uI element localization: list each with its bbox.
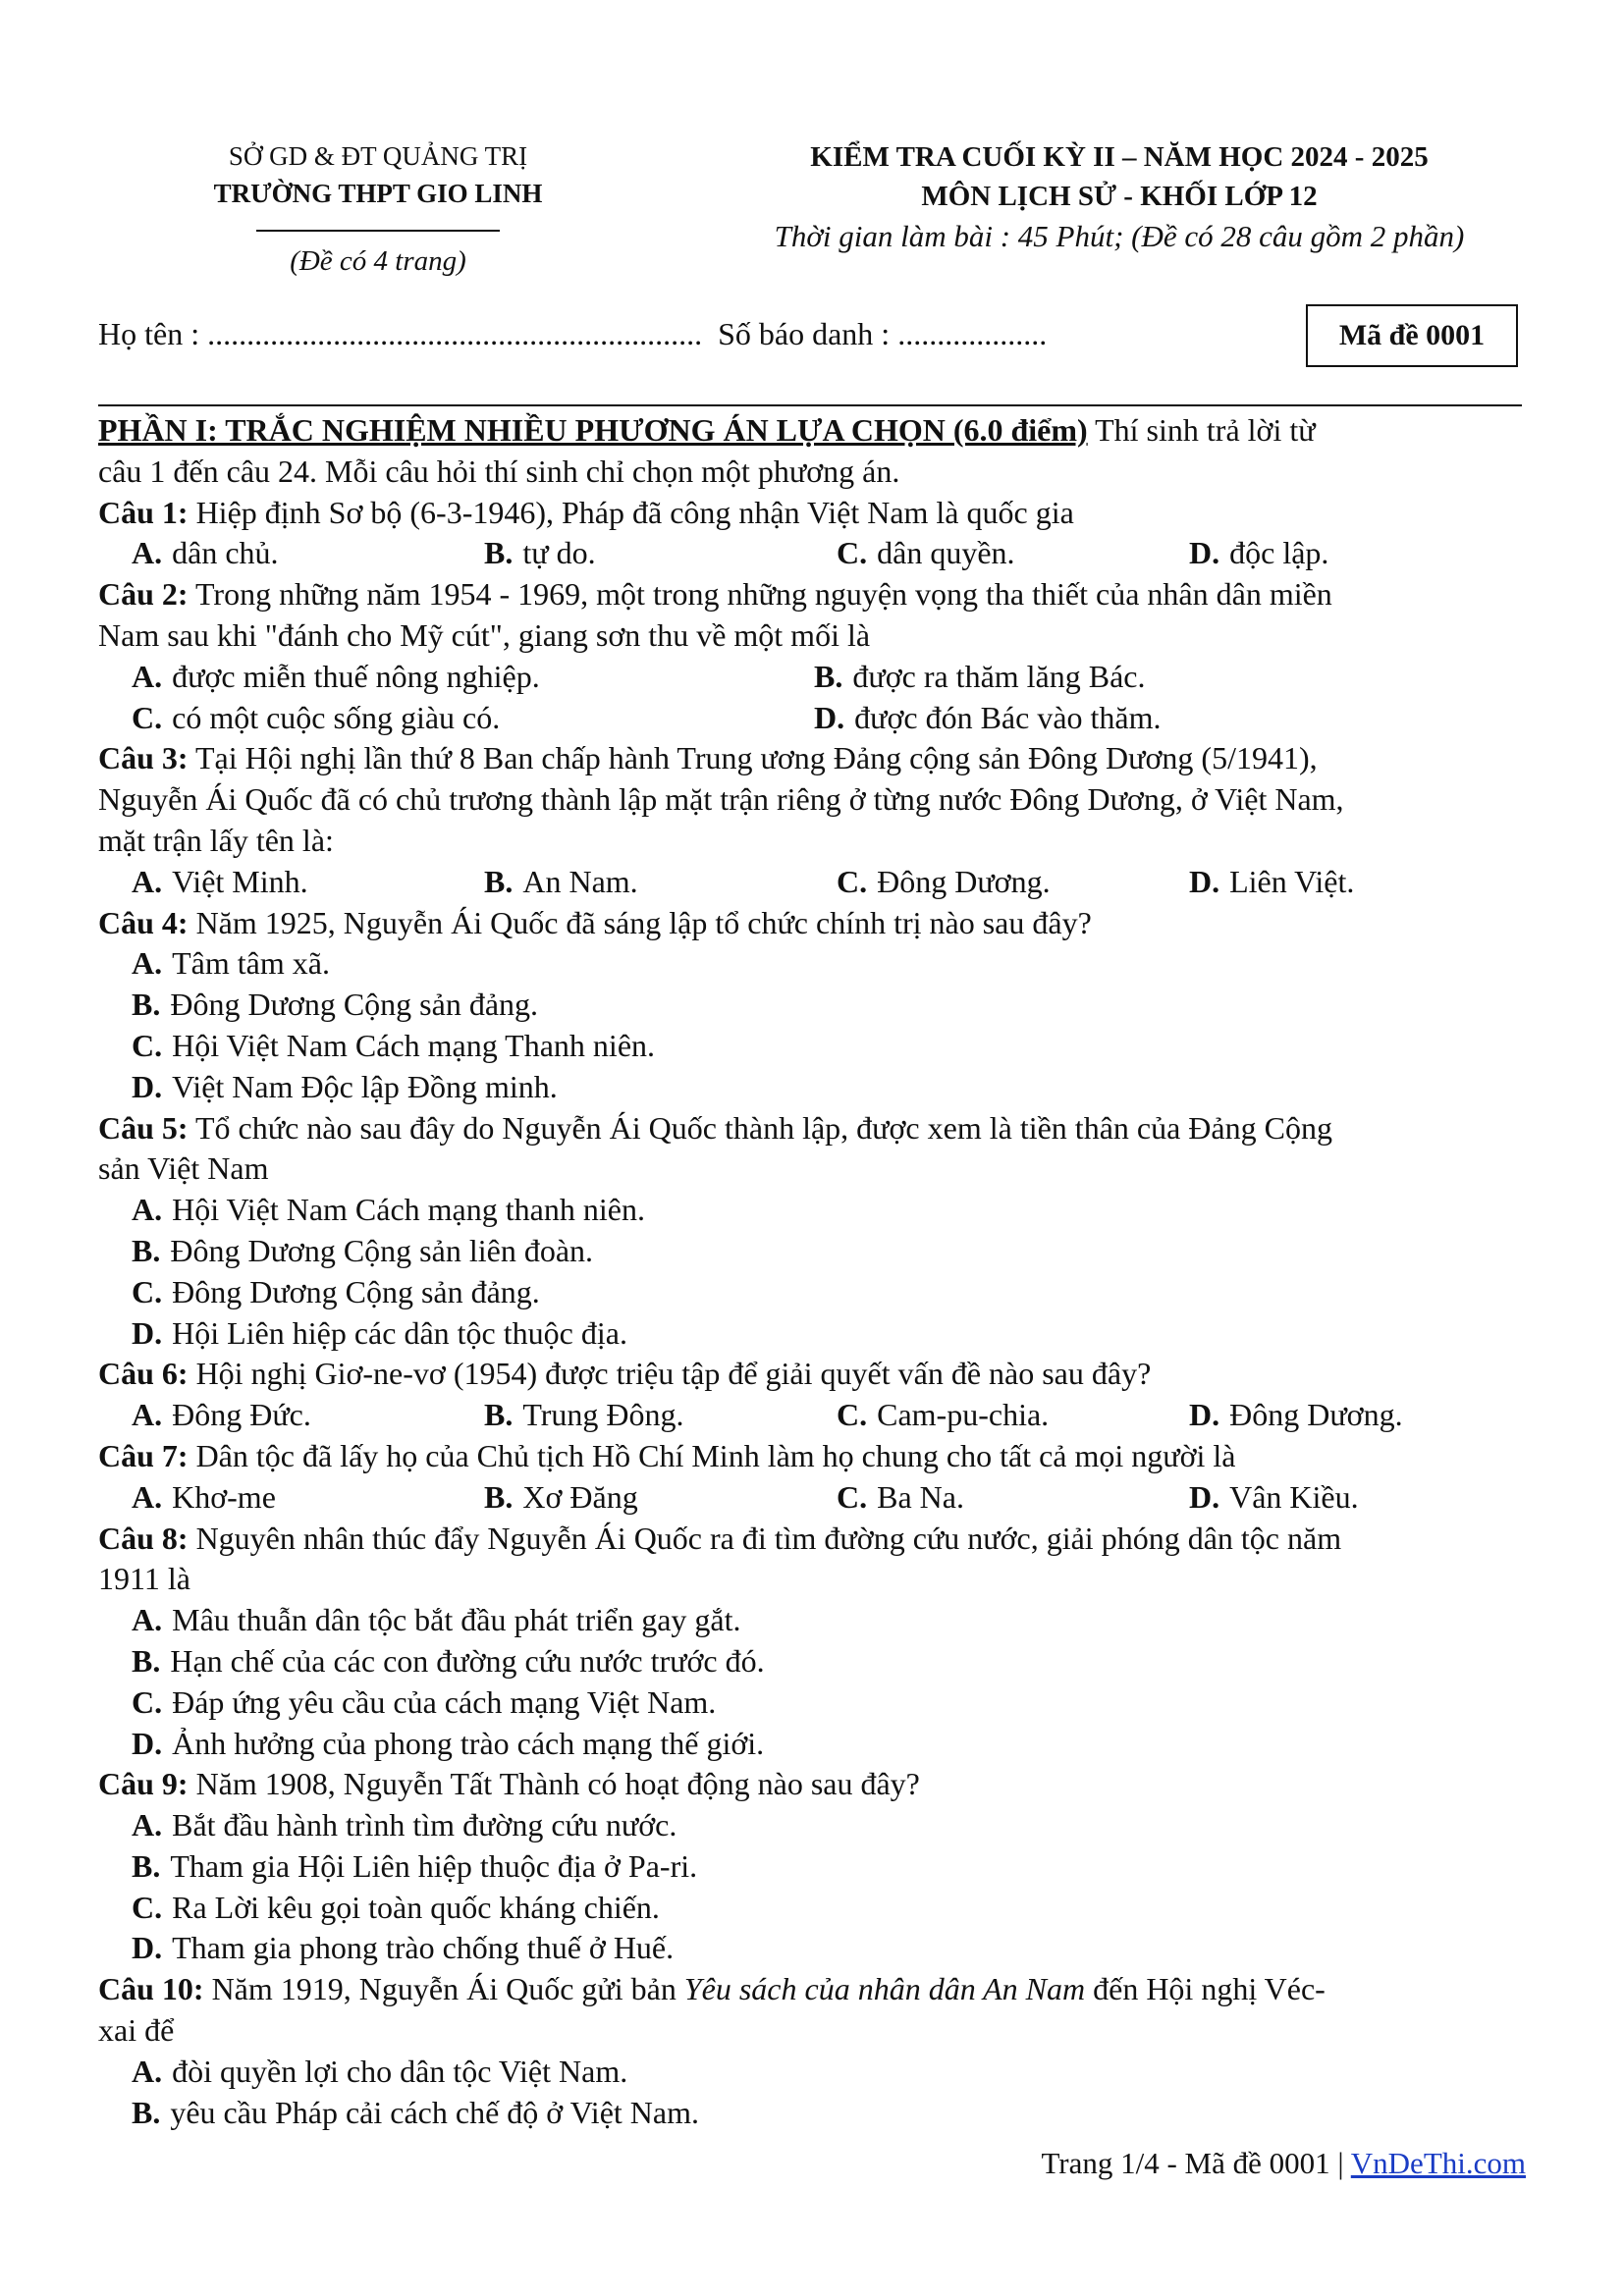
option [132,862,484,903]
option [1189,862,1542,903]
question-2 [98,574,1542,615]
option [814,657,1496,698]
option-label: C. [837,863,868,899]
option-text: có một cuộc sống giàu có. [172,699,501,735]
option-label: B. [814,658,843,694]
question-4 [98,903,1542,944]
header-right [687,137,1551,257]
option-label: D. [1189,535,1220,571]
footer-link[interactable]: VnDeThi.com [1350,2146,1526,2180]
options-row [98,1395,1542,1436]
option-label: C. [837,535,868,571]
option-label: A. [132,863,163,899]
option-label: D. [132,1725,163,1761]
question-text: mặt trận lấy tên là: [98,822,334,858]
option-text: Việt Nam Độc lập Đồng minh. [172,1068,558,1104]
question-text: Nam sau khi "đánh cho Mỹ cút", giang sơn thu về một mối là [98,616,871,653]
section-intro-1: Thí sinh trả lời từ [1087,412,1316,448]
option-label: C. [132,1889,163,1925]
header-divider [256,230,500,232]
option-label: B. [484,863,514,899]
option-label: B. [484,1397,514,1433]
option [132,1395,484,1436]
option-label: C. [132,1273,163,1309]
question-text: Nguyên nhân thúc đẩy Nguyễn Ái Quốc ra đi tìm đường cứu nước, giải phóng dân tộc năm [188,1520,1342,1556]
question-text: Nguyễn Ái Quốc đã có chủ trương thành lập mặt trận riêng ở từng nước Đông Dương, ở Việt Nam, [98,781,1344,818]
option-text: Đông Đức. [172,1397,311,1433]
option [814,698,1496,739]
student-info [98,316,1047,352]
option-text: đòi quyền lợi cho dân tộc Việt Nam. [172,2053,628,2089]
option-label: A. [132,1478,163,1515]
option [98,1272,1542,1313]
option-text: Ảnh hưởng của phong trào cách mạng thế giới. [172,1725,765,1761]
option-label: A. [132,1397,163,1433]
option [132,1477,484,1519]
option [98,2093,1542,2134]
option [132,698,814,739]
option [98,1190,1542,1231]
option-label: A. [132,945,163,982]
time-note: Thời gian làm bài : 45 Phút; (Đề có 28 câu gồm 2 phần) [774,219,1465,253]
option-label: A. [132,658,163,694]
option-text: Đông Dương. [877,863,1051,899]
question-number: Câu 1: [98,494,189,530]
option [98,1682,1542,1724]
question-3 [98,738,1542,779]
options-row [98,657,1542,698]
question-text: xai để [98,2012,175,2049]
option-label: A. [132,1602,163,1638]
option-text: được miễn thuế nông nghiệp. [172,658,540,694]
option [98,985,1542,1026]
option-text: Đông Dương. [1229,1397,1403,1433]
sbd-field: Số báo danh : ................... [718,316,1048,351]
question-text: Dân tộc đã lấy họ của Chủ tịch Hồ Chí Minh làm họ chung cho tất cả mọi người là [188,1437,1236,1473]
options-row [98,862,1542,903]
question-8 [98,1519,1542,1560]
option-label: B. [132,987,161,1023]
question-7 [98,1436,1542,1477]
question-text: Năm 1925, Nguyễn Ái Quốc đã sáng lập tổ chức chính trị nào sau đây? [188,904,1092,940]
option-label: D. [1189,1397,1220,1433]
option-label: D. [1189,1478,1220,1515]
option [132,533,484,574]
question-text: Năm 1919, Nguyễn Ái Quốc gửi bản [203,1971,684,2007]
section-intro-2: câu 1 đến câu 24. Mỗi câu hỏi thí sinh chỉ chọn một phương án. [98,453,900,489]
option-text: Khơ-me [172,1478,276,1515]
option-label: A. [132,2053,163,2089]
option-text: Trung Đông. [522,1397,684,1433]
footer-text: Trang 1/4 - Mã đề 0001 | [1041,2146,1351,2180]
option-label: C. [837,1397,868,1433]
option-label: D. [814,699,845,735]
option-label: D. [1189,863,1220,899]
option [98,1724,1542,1765]
options-row [98,1477,1542,1519]
option-text: được đón Bác vào thăm. [854,699,1162,735]
option-label: B. [132,1232,161,1268]
exam-title: KIỂM TRA CUỐI KỲ II – NĂM HỌC 2024 - 2025 [810,141,1429,173]
option [98,1641,1542,1682]
question-text: Năm 1908, Nguyễn Tất Thành có hoạt động nào sau đây? [188,1766,920,1802]
question-1 [98,493,1542,534]
question-text: 1911 là [98,1561,190,1597]
question-number: Câu 6: [98,1356,189,1392]
option-text: tự do. [522,535,596,571]
option-text: Hội Việt Nam Cách mạng thanh niên. [172,1192,645,1228]
option [837,862,1189,903]
option-text: Liên Việt. [1229,863,1355,899]
option-text: dân quyền. [877,535,1015,571]
option-text: Việt Minh. [172,863,308,899]
option-label: B. [484,1478,514,1515]
option [1189,533,1542,574]
question-number: Câu 2: [98,576,189,613]
question-text: Trong những năm 1954 - 1969, một trong những nguyện vọng tha thiết của nhân dân miền [188,576,1332,613]
option [132,657,814,698]
option-text: Ba Na. [877,1478,964,1515]
option-text: độc lập. [1229,535,1329,571]
option [1189,1395,1542,1436]
option-text: Vân Kiều. [1229,1478,1359,1515]
department-name: SỞ GD & ĐT QUẢNG TRỊ [228,141,528,171]
exam-code: Mã đề 0001 [1338,319,1486,351]
option-text: Đông Dương Cộng sản liên đoàn. [170,1232,594,1268]
option-label: D. [132,1068,163,1104]
question-9 [98,1764,1542,1805]
name-field: Họ tên : ............................................................... [98,316,703,351]
question-text: Hiệp định Sơ bộ (6-3-1946), Pháp đã công nhận Việt Nam là quốc gia [188,494,1074,530]
option-label: D. [132,1314,163,1351]
option [837,533,1189,574]
option-label: D. [132,1930,163,1966]
option-label: A. [132,1807,163,1843]
section-title: PHẦN I: TRẮC NGHIỆM NHIỀU PHƯƠNG ÁN LỰA CHỌN (6.0 điểm) [98,412,1088,448]
question-number: Câu 10: [98,1971,204,2007]
option-text: Đông Dương Cộng sản đảng. [170,987,539,1023]
question-number: Câu 5: [98,1109,189,1146]
question-number: Câu 4: [98,904,189,940]
option [98,1888,1542,1929]
question-text: sản Việt Nam [98,1150,269,1187]
option-text: yêu cầu Pháp cải cách chế độ ở Việt Nam. [170,2094,699,2130]
option-text: Hạn chế của các con đường cứu nước trước đó. [170,1642,765,1679]
header-left [137,137,619,281]
question-text: Hội nghị Giơ-ne-vơ (1954) được triệu tập để giải quyết vấn đề nào sau đây? [188,1356,1152,1392]
option-text: Ra Lời kêu gọi toàn quốc kháng chiến. [172,1889,660,1925]
exam-body [98,410,1542,2133]
question-number: Câu 8: [98,1520,189,1556]
document-title: Yêu sách của nhân dân An Nam [683,1971,1086,2007]
option [1189,1477,1542,1519]
option-text: Tham gia phong trào chống thuế ở Huế. [172,1930,675,1966]
option-text: An Nam. [522,863,638,899]
subject-title: MÔN LỊCH SỬ - KHỐI LỚP 12 [921,181,1318,212]
option [98,1805,1542,1846]
option [484,533,837,574]
option [98,1231,1542,1272]
option [98,943,1542,985]
option [98,1313,1542,1355]
option-text: được ra thăm lăng Bác. [852,658,1146,694]
option-text: Hội Việt Nam Cách mạng Thanh niên. [172,1027,656,1063]
option-label: B. [132,1642,161,1679]
option-text: Đáp ứng yêu cầu của cách mạng Việt Nam. [172,1683,717,1720]
option-text: dân chủ. [172,535,279,571]
option-text: Tham gia Hội Liên hiệp thuộc địa ở Pa-ri. [170,1847,698,1884]
section-intro [98,410,1542,452]
page-footer [1041,2146,1526,2181]
question-5 [98,1108,1542,1149]
exam-code-box [1306,304,1518,367]
option-label: C. [132,1027,163,1063]
option-text: Bắt đầu hành trình tìm đường cứu nước. [172,1807,677,1843]
option-label: A. [132,535,163,571]
option-text: Mâu thuẫn dân tộc bắt đầu phát triển gay gắt. [172,1602,741,1638]
option [484,862,837,903]
question-text: Tại Hội nghị lần thứ 8 Ban chấp hành Trung ương Đảng cộng sản Đông Dương (5/1941), [188,740,1318,776]
option-text: Hội Liên hiệp các dân tộc thuộc địa. [172,1314,627,1351]
option [98,1846,1542,1888]
option-label: B. [132,1847,161,1884]
header-rule [98,404,1522,406]
option-text: Tâm tâm xã. [172,945,330,982]
option [98,1928,1542,1969]
option-text: Xơ Đăng [522,1478,638,1515]
option [98,1067,1542,1108]
option-label: B. [484,535,514,571]
question-6 [98,1354,1542,1395]
option [98,1600,1542,1641]
question-number: Câu 7: [98,1437,189,1473]
option-label: C. [132,1683,163,1720]
school-name: TRƯỜNG THPT GIO LINH [213,179,543,208]
option-label: B. [132,2094,161,2130]
option [484,1477,837,1519]
option [98,2052,1542,2093]
option [484,1395,837,1436]
option-label: C. [132,699,163,735]
question-text: đến Hội nghị Véc- [1085,1971,1326,2007]
question-10 [98,1969,1542,2010]
option-label: C. [837,1478,868,1515]
option [837,1395,1189,1436]
option-text: Cam-pu-chia. [877,1397,1050,1433]
question-number: Câu 3: [98,740,189,776]
option [98,1026,1542,1067]
question-number: Câu 9: [98,1766,189,1802]
option [837,1477,1189,1519]
options-row [98,698,1542,739]
question-text: Tổ chức nào sau đây do Nguyễn Ái Quốc thành lập, được xem là tiền thân của Đảng Cộng [188,1109,1332,1146]
options-row [98,533,1542,574]
option-text: Đông Dương Cộng sản đảng. [172,1273,540,1309]
option-label: A. [132,1192,163,1228]
page-count-note: (Đề có 4 trang) [290,245,466,277]
